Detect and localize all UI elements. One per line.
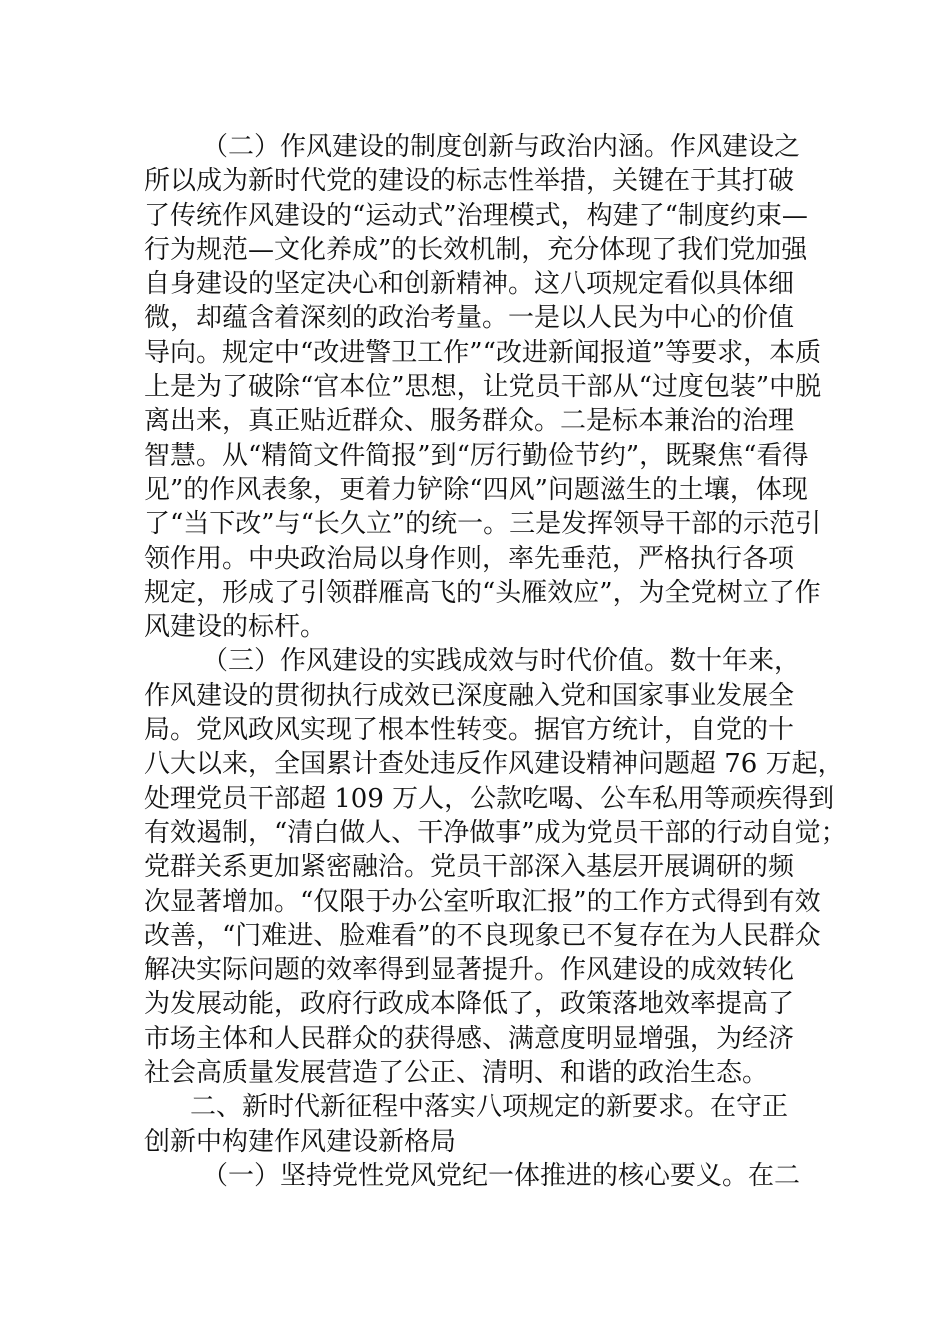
text-line: 智慧。从“精简文件简报”到“厉行勤俭节约”，既聚焦“看得	[144, 440, 809, 471]
text-line: 了传统作风建设的“运动式”治理模式，构建了“制度约束—	[144, 200, 808, 231]
text-line: 领作用。中央政治局以身作则，率先垂范，严格执行各项	[144, 543, 795, 574]
text-line: 自身建设的坚定决心和创新精神。这八项规定看似具体细	[144, 269, 795, 300]
text-line: 风建设的标杆。	[144, 612, 327, 643]
text-line: 了“当下改”与“长久立”的统一。三是发挥领导干部的示范引	[144, 509, 822, 540]
text-line: 社会高质量发展营造了公正、清明、和谐的政治生态。	[144, 1058, 769, 1089]
text-line: 二、新时代新征程中落实八项规定的新要求。在守正	[190, 1092, 789, 1123]
text-line: 次显著增加。“仅限于办公室听取汇报”的工作方式得到有效	[144, 886, 821, 917]
text-line: 微，却蕴含着深刻的政治考量。一是以人民为中心的价值	[144, 303, 795, 334]
paragraph-institutional-innovation	[144, 130, 822, 644]
text-line: 作风建设的贯彻执行成效已深度融入党和国家事业发展全	[144, 680, 795, 711]
text-line: 导向。规定中“改进警卫工作”“改进新闻报道”等要求，本质	[144, 337, 822, 368]
text-line: 创新中构建作风建设新格局	[144, 1126, 457, 1157]
text-line: 有效遏制，“清白做人、干净做事”成为党员干部的行动自觉；	[144, 817, 847, 848]
text-line: 所以成为新时代党的建设的标志性举措，关键在于其打破	[144, 166, 795, 197]
section-heading-2	[144, 1090, 812, 1159]
text-line: 局。党风政风实现了根本性转变。据官方统计，自党的十	[144, 715, 795, 746]
text-line: 见”的作风表象，更着力铲除“四风”问题滋生的土壤，体现	[144, 474, 808, 505]
text-line: 规定，形成了引领群雁高飞的“头雁效应”，为全党树立了作	[144, 577, 821, 608]
text-line: （二）作风建设的制度创新与政治内涵。作风建设之	[202, 132, 801, 162]
text-line: 处理党员干部超 109 万人，公款吃喝、公车私用等顽疾得到	[144, 783, 835, 814]
text-line: 改善，“门难进、脸难看”的不良现象已不复存在为人民群众	[144, 920, 821, 951]
text-line: 为发展动能，政府行政成本降低了，政策落地效率提高了	[144, 989, 795, 1020]
text-line: 行为规范—文化养成”的长效机制，充分体现了我们党加强	[144, 234, 808, 265]
text-line: 离出来，真正贴近群众、服务群众。二是标本兼治的治理	[144, 406, 795, 437]
text-line: （一）坚持党性党风党纪一体推进的核心要义。在二	[202, 1160, 801, 1191]
text-line: 党群关系更加紧密融洽。党员干部深入基层开展调研的频	[144, 852, 795, 883]
paragraph-practical-effects	[144, 644, 847, 1090]
text-line: 八大以来，全国累计查处违反作风建设精神问题超 76 万起，	[144, 749, 844, 780]
body-text	[144, 130, 847, 1193]
text-line: （三）作风建设的实践成效与时代价值。数十年来，	[202, 646, 801, 677]
paragraph-core-meaning	[144, 1159, 812, 1193]
text-line: 上是为了破除“官本位”思想，让党员干部从“过度包装”中脱	[144, 372, 822, 403]
text-line: 解决实际问题的效率得到显著提升。作风建设的成效转化	[144, 955, 795, 986]
text-line: 市场主体和人民群众的获得感、满意度明显增强，为经济	[144, 1023, 795, 1054]
